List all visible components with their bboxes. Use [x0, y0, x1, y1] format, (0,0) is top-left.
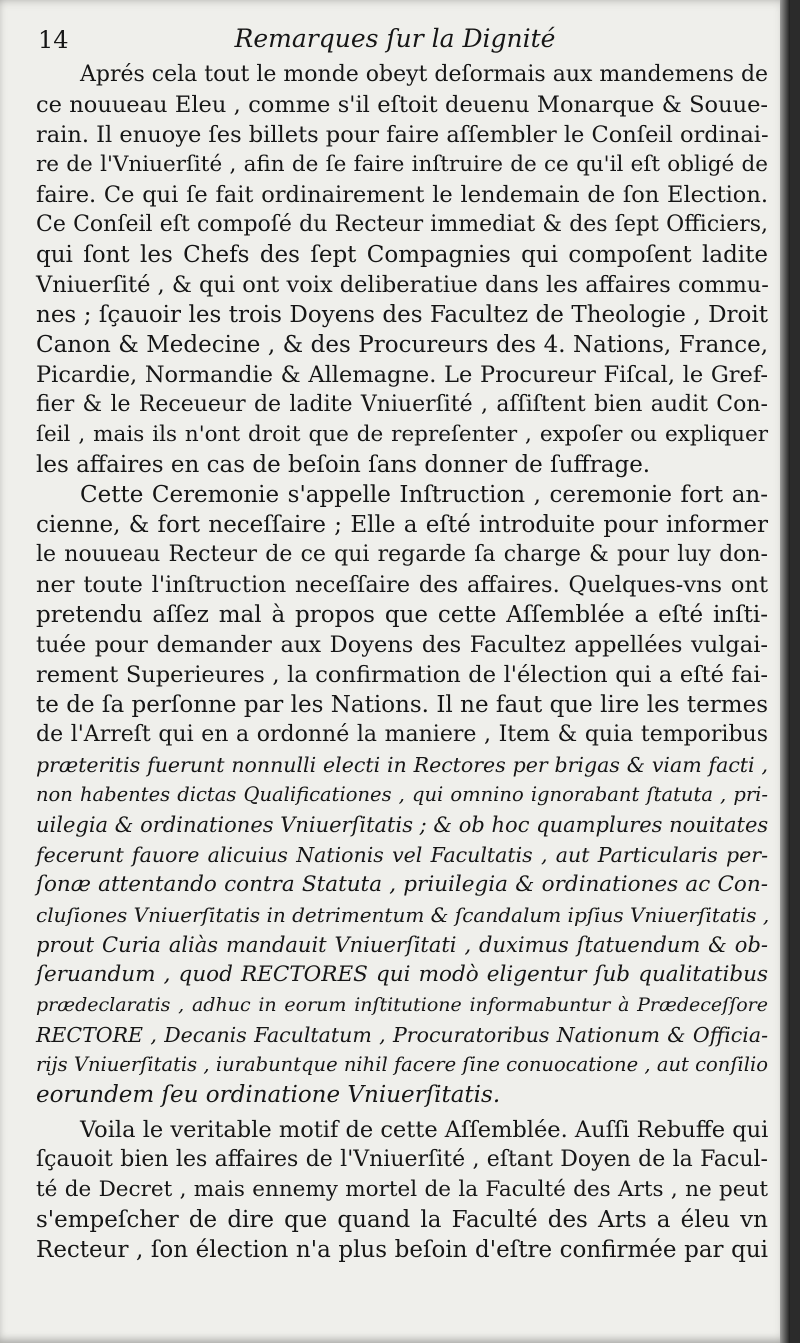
text-line: Cette Ceremonie s'appelle Inſtruction , ceremonie fort an-: [80, 482, 768, 508]
text-line: ce nouueau Eleu , comme s'il eſtoit deuenu Monarque & Souue-: [36, 92, 768, 118]
text-line: pretendu aſſez mal à propos que cette Aſſemblée a eſté inſti-: [36, 602, 768, 628]
latin-quote-line: fecerunt fauore alicuius Nationis vel Facultatis , aut Particularis per-: [36, 843, 768, 867]
text-line: faire. Ce qui ſe fait ordinairement le lendemain de ſon Election.: [36, 182, 768, 208]
text-line: ſçauoit bien les affaires de l'Vniuerſité , eſtant Doyen de la Facul-: [36, 1147, 768, 1172]
text-line: Ce Conſeil eſt compoſé du Recteur immediat & des ſept Officiers,: [36, 212, 768, 237]
latin-quote-line: non habentes dictas Qualificationes , qui omnino ignorabant ſtatuta , pri-: [36, 783, 768, 806]
text-line: Canon & Medecine , & des Procureurs des 4. Nations, France,: [36, 332, 768, 358]
text-line: Vniuerſité , & qui ont voix deliberatiue dans les affaires commu-: [36, 272, 769, 298]
text-line: les affaires en cas de beſoin ſans donner de ſuffrage.: [36, 452, 651, 478]
latin-quote-line: eorundem ſeu ordinatione Vniuerſitatis.: [36, 1082, 501, 1108]
running-title: Remarques ſur la Dignité: [234, 24, 556, 53]
text-line: le nouueau Recteur de ce qui regarde ſa charge & pour luy don-: [36, 542, 768, 567]
text-line: tuée pour demander aux Doyens des Facultez appellées vulgai-: [36, 632, 768, 658]
latin-quote-line: ſonæ attentando contra Statuta , priuilegia & ordinationes ac Con-: [36, 872, 768, 897]
text-line: Aprés cela tout le monde obeyt deſormais aux mandemens de: [80, 62, 769, 87]
text-line: Voila le veritable motif de cette Aſſemblée. Auſſi Rebuffe qui: [80, 1117, 769, 1143]
latin-quote-line: rijs Vniuerſitatis , iurabuntque nihil facere ſine conuocatione , aut conſilio: [36, 1053, 768, 1076]
text-line: nes ; ſçauoir les trois Doyens des Facultez de Theologie , Droit: [36, 302, 768, 328]
text-line: de l'Arreſt qui en a ordonné la maniere , Item & quia temporibus: [36, 722, 768, 747]
text-line: Picardie, Normandie & Allemagne. Le Procureur Fiſcal, le Gref-: [36, 362, 768, 388]
text-line: te de ſa perſonne par les Nations. Il ne faut que lire les termes: [36, 692, 768, 718]
text-line: rement Superieures , la confirmation de l'élection qui a eſté fai-: [36, 662, 768, 688]
latin-quote-line: uilegia & ordinationes Vniuerſitatis ; & ob hoc quamplures nouitates: [36, 813, 769, 837]
text-line: fier & le Receueur de ladite Vniuerſité , aſſiſtent bien audit Con-: [36, 392, 768, 417]
text-line: cienne, & fort neceſſaire ; Elle a eſté introduite pour informer: [36, 512, 768, 538]
latin-quote-line: prædeclaratis , adhuc in eorum inſtitutione informabuntur à Prædeceſſore: [36, 994, 768, 1016]
text-line: ſeil , mais ils n'ont droit que de repreſenter , expoſer ou expliquer: [36, 422, 768, 447]
text-line: s'empeſcher de dire que quand la Faculté des Arts a éleu vn: [36, 1207, 768, 1233]
text-line: ner toute l'inſtruction neceſſaire des affaires. Quelques-vns ont: [36, 572, 768, 598]
latin-quote-line: præteritis fuerunt nonnulli electi in Rectores per brigas & viam facti ,: [36, 753, 768, 777]
page-number: 14: [38, 26, 69, 54]
latin-quote-line: RECTORE , Decanis Facultatum , Procuratoribus Nationum & Officia-: [36, 1023, 768, 1047]
text-line: re de l'Vniuerſité , afin de ſe faire inſtruire de ce qu'il eſt obligé de: [36, 152, 768, 177]
text-line: Recteur , ſon élection n'a plus beſoin d'eſtre confirmée par qui: [36, 1237, 768, 1263]
page-edge-shadow: [780, 0, 790, 1343]
text-line: rain. Il enuoye ſes billets pour faire aſſembler le Conſeil ordinai-: [36, 122, 769, 148]
latin-quote-line: prout Curia aliàs mandauit Vniuerſitati , duximus ſtatuendum & ob-: [36, 933, 768, 957]
latin-quote-line: cluſiones Vniuerſitatis in detrimentum & ſcandalum ipſius Vniuerſitatis ,: [36, 903, 770, 927]
text-line: qui ſont les Chefs des ſept Compagnies qui compoſent ladite: [36, 242, 768, 268]
text-line: té de Decret , mais ennemy mortel de la Faculté des Arts , ne peut: [36, 1177, 768, 1202]
latin-quote-line: ſeruandum , quod RECTORES qui modò eligentur ſub qualitatibus: [36, 962, 768, 987]
